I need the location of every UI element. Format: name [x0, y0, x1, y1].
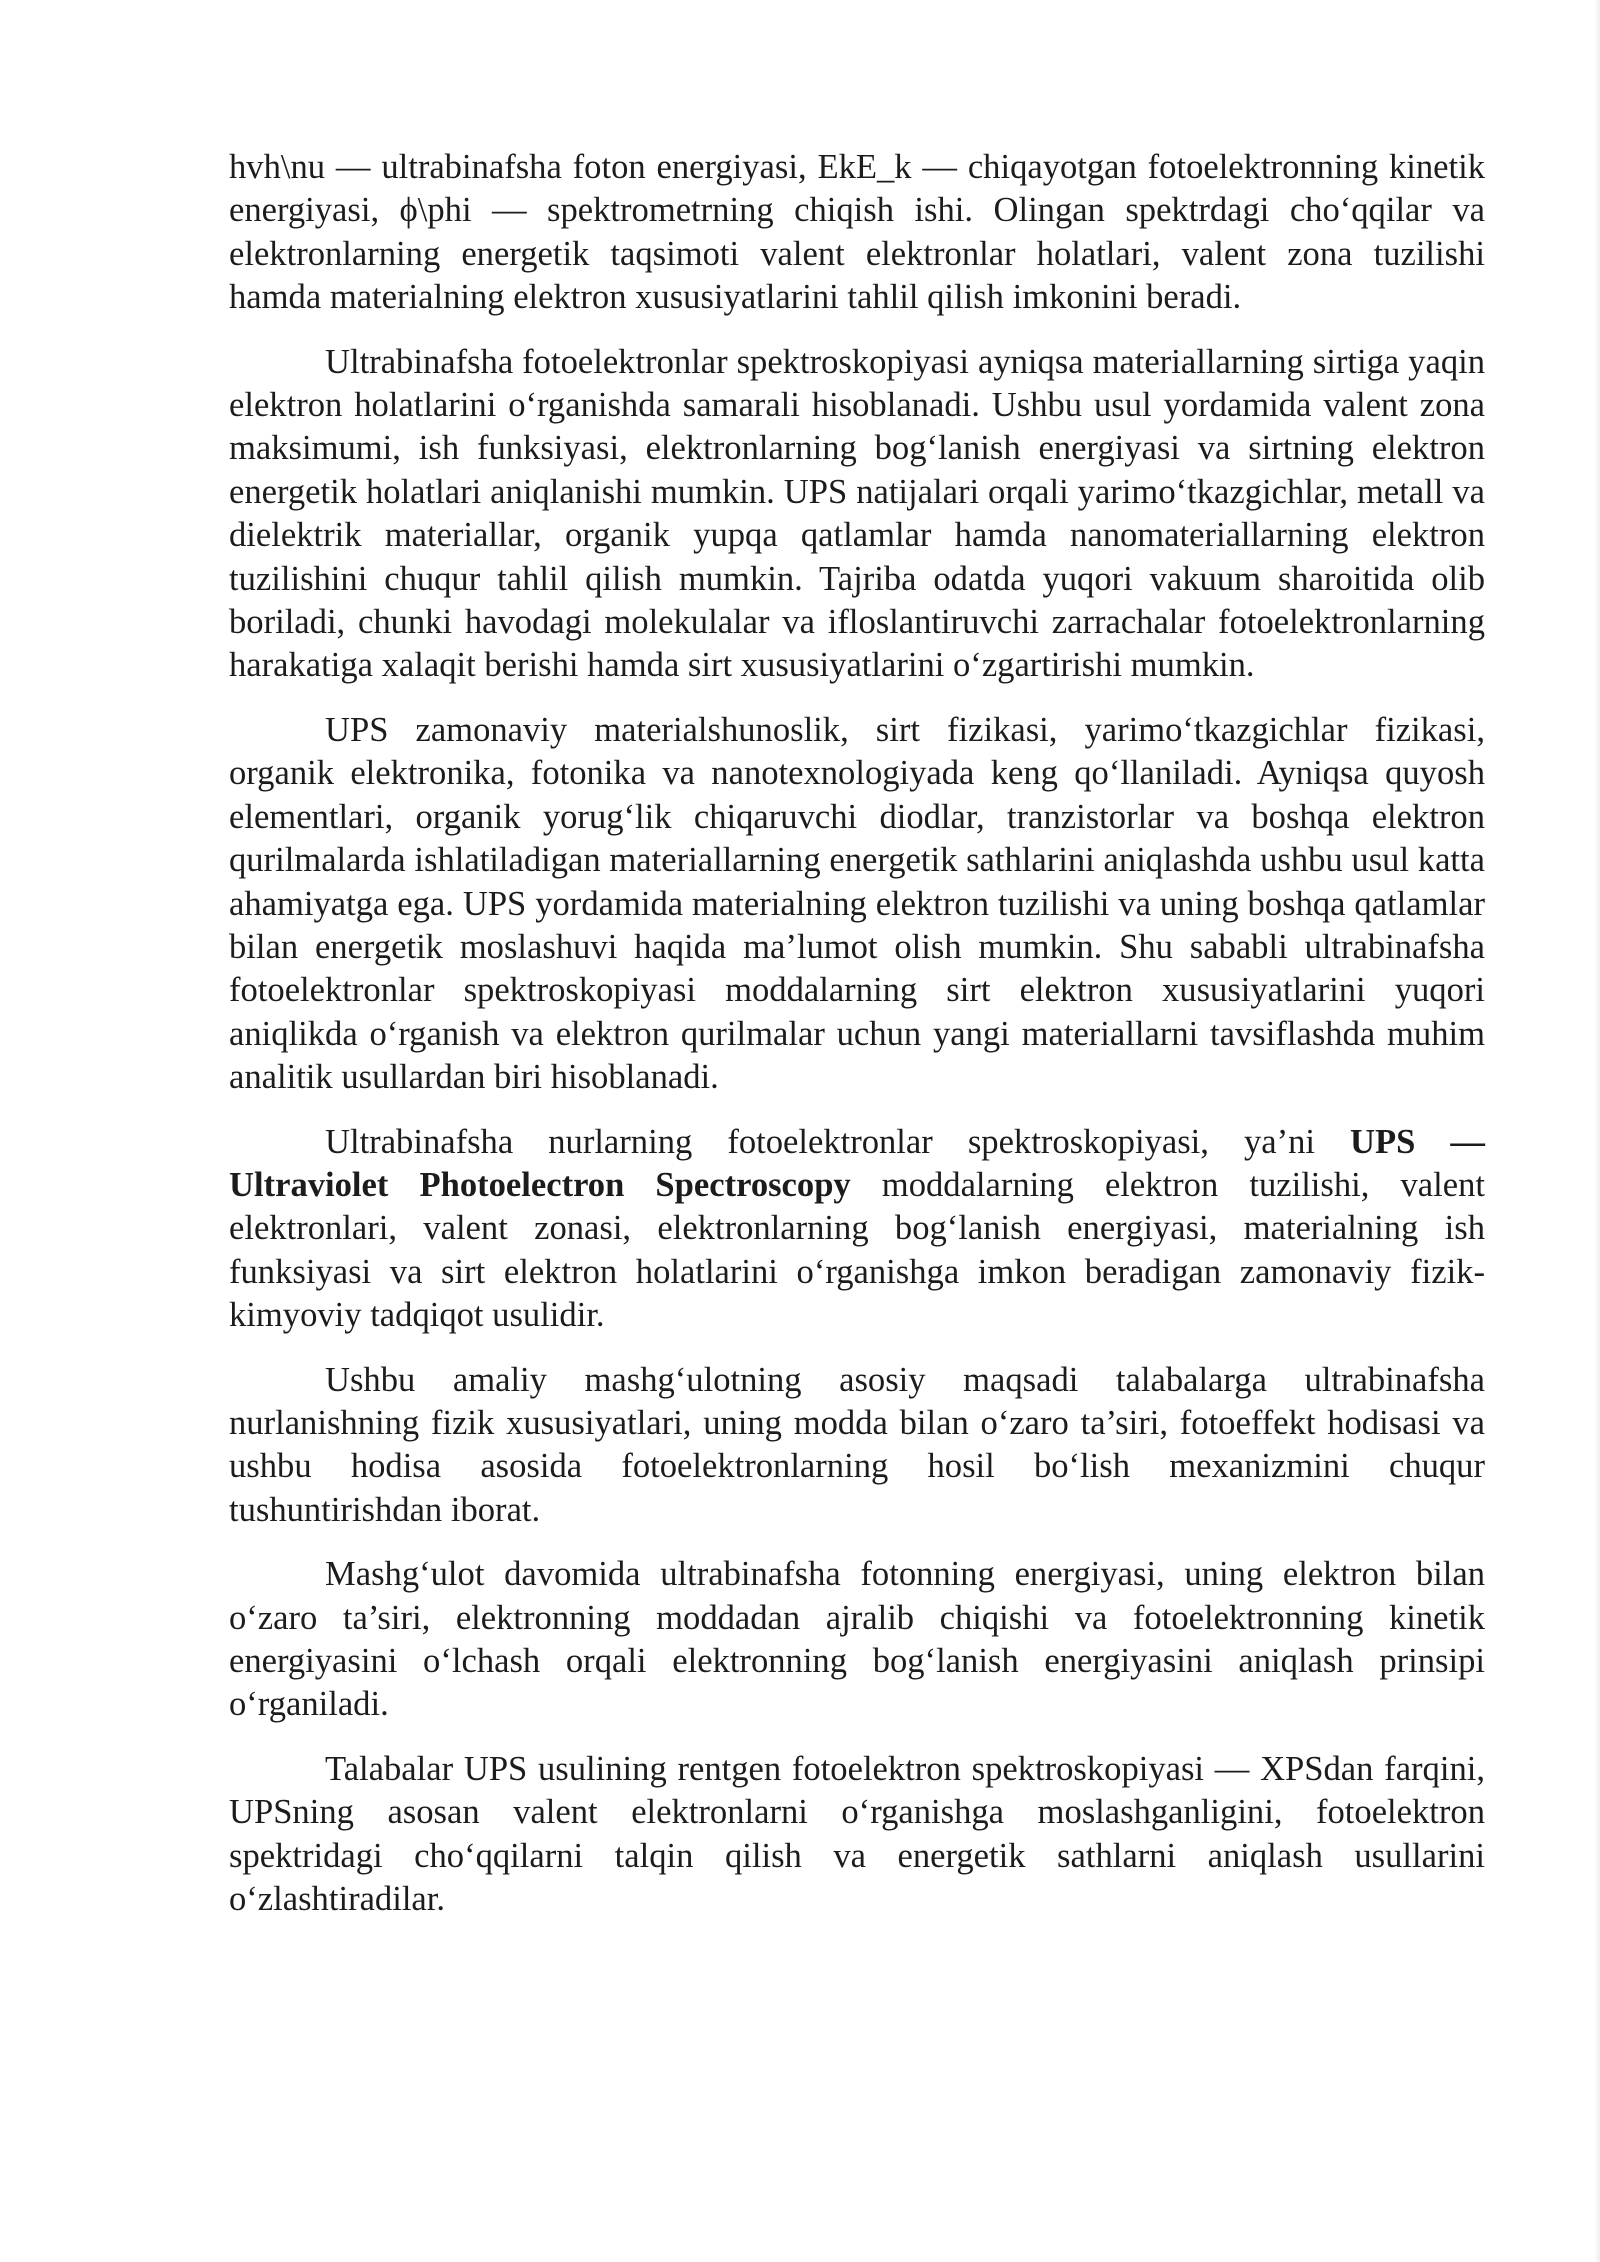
ups-term-bold: UPS — Ultraviolet Photoelectron Spectroscopy	[229, 1122, 1485, 1204]
page-edge-shadow	[1594, 0, 1600, 2262]
paragraph-lesson-content: Mashg‘ulot davomida ultrabinafsha fotonning energiyasi, uning elektron bilan o‘zaro ta’siri, elektronning moddadan ajralib chiqishi va fotoelektronning kinetik energiyasini o‘lchash orqali elektronning bog‘lanish energiyasini aniqlash prinsipi o‘rganiladi.	[229, 1555, 1485, 1724]
paragraph-surface-states: Ultrabinafsha fotoelektronlar spektroskopiyasi ayniqsa materiallarning sirtiga yaqin elektron holatlarini o‘rganishda samarali hisoblanadi. Ushbu usul yordamida valent zona maksimumi, ish funksiyasi, elektronlarning bog‘lanish energiyasi va sirtning elektron energetik holatlari aniqlanishi mumkin. UPS natijalari orqali yarimo‘tkazgichlar, metall va dielektrik materiallar, organik yupqa qatlamlar hamda nanomateriallarning elektron tuzilishini chuqur tahlil qilish mumkin. Tajriba odatda yuqori vakuum sharoitida olib boriladi, chunki havodagi molekulalar va ifloslantiruvchi zarrachalar fotoelektronlarning harakatiga xalaqit berishi hamda sirt xususiyatlarini o‘zgartirishi mumkin.	[229, 342, 1485, 685]
definition-lead-text: Ultrabinafsha nurlarning fotoelektronlar spektroskopiyasi, ya’ni	[325, 1122, 1351, 1161]
paragraph-learning-outcomes: Talabalar UPS usulining rentgen fotoelektron spektroskopiyasi — XPSdan farqini, UPSning asosan valent elektronlarni o‘rganishga moslashganligini, fotoelektron spektridagi cho‘qqilarni talqin qilish va energetik sathlarni aniqlash usullarini o‘zlashtiradilar.	[229, 1749, 1485, 1919]
paragraph-formula-continuation: hvh\nu — ultrabinafsha foton energiyasi, EkE_k — chiqayotgan fotoelektronning kinetik energiyasi, ϕ\phi — spektrometrning chiqish ishi. Olingan spektrdagi cho‘qqilar va elektronlarning energetik taqsimoti valent elektronlar holatlari, valent zona tuzilishi hamda materialning elektron xususiyatlarini tahlil qilish imkonini beradi.	[229, 148, 1485, 317]
paragraph-lesson-goal: Ushbu amaliy mashg‘ulotning asosiy maqsadi talabalarga ultrabinafsha nurlanishning fizik xususiyatlari, uning modda bilan o‘zaro ta’siri, fotoeffekt hodisasi va ushbu hodisa asosida fotoelektronlarning hosil bo‘lish mexanizmini chuqur tushuntirishdan iborat.	[229, 1360, 1485, 1529]
paragraph-applications: UPS zamonaviy materialshunoslik, sirt fizikasi, yarimo‘tkazgichlar fizikasi, organik elektronika, fotonika va nanotexnologiyada keng qo‘llaniladi. Ayniqsa quyosh elementlari, organik yorug‘lik chiqaruvchi diodlar, tranzistorlar va boshqa elektron qurilmalarda ishlatiladigan materiallarning energetik sathlarini aniqlashda ushbu usul katta ahamiyatga ega. UPS yordamida materialning elektron tuzilishi va uning boshqa qatlamlar bilan energetik moslashuvi haqida ma’lumot olish mumkin. Shu sababli ultrabinafsha fotoelektronlar spektroskopiyasi moddalarning sirt elektron xususiyatlarini yuqori aniqlikda o‘rganish va elektron qurilmalar uchun yangi materiallarni tavsiflashda muhim analitik usullardan biri hisoblanadi.	[229, 710, 1485, 1097]
definition-tail-text: moddalarning elektron tuzilishi, valent elektronlari, valent zonasi, elektronlarning bog‘lanish energiyasi, materialning ish funksiyasi va sirt elektron holatlarini o‘rganishga imkon beradigan zamonaviy fizik-kimyoviy tadqiqot usulidir.	[229, 1165, 1485, 1335]
body-text	[229, 146, 1485, 1942]
paragraph-ups-definition	[229, 1121, 1485, 1338]
